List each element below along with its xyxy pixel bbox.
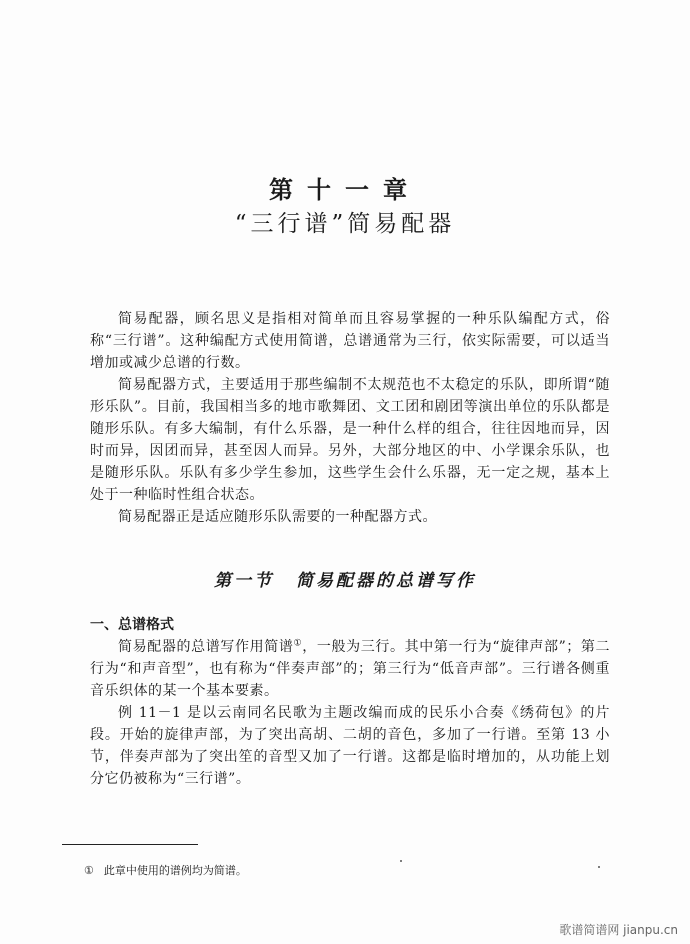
- intro-paragraph-3: 简易配器正是适应随形乐队需要的一种配器方式。: [118, 509, 437, 525]
- section-paragraph-1: [90, 636, 610, 702]
- footnote-divider: [62, 844, 198, 845]
- subheading: 一、总谱格式: [90, 617, 174, 633]
- intro-paragraph-2: 简易配器方式，主要适用于那些编制不太规范也不太稳定的乐队，即所谓“随形乐队”。目前，我国相当多的地市歌舞团、文工团和剧团等演出单位的乐队都是随形乐队。有多大编制，有什么乐器，是一种什么样的组合，往往因地而异，因时而异，因团而异，甚至因人而异。另外，大部分地区的中、小学课余乐队，也是随形乐队。乐队有多少学生参加，这些学生会什么乐器，无一定之规，基本上处于一种临时性组合状态。: [90, 377, 610, 503]
- chapter-title: “三行谱”简易配器: [234, 211, 456, 237]
- section-label: 第一节: [214, 571, 274, 591]
- section-paragraph-1-start: 简易配器的总谱写作用简谱: [118, 639, 294, 655]
- footnote-mark: ①: [84, 864, 94, 877]
- section-paragraph-1-end: ，一般为三行。其中第一行为“旋律声部”；第二行为“和声音型”，也有称为“伴奏声部”的；第三行为“低音声部”。三行谱各侧重音乐织体的某一个基本要素。: [90, 639, 610, 699]
- footnote-reference[interactable]: ①: [293, 638, 303, 649]
- chapter-number: 第十一章: [269, 175, 421, 204]
- footnote-text: 此章中使用的谱例均为简谱。: [103, 864, 247, 877]
- section-heading: [0, 566, 690, 591]
- section-title: 简易配器的总谱写作: [296, 571, 476, 591]
- watermark: 歌谱简谱网 jianpu.cn: [559, 923, 678, 937]
- section-text: [90, 636, 610, 790]
- footnote: [84, 862, 247, 878]
- intro-paragraph-1: 简易配器，顾名思义是指相对简单而且容易掌握的一种乐队编配方式，俗称“三行谱”。这种编配方式使用简谱，总谱通常为三行，依实际需要，可以适当增加或减少总谱的行数。: [90, 311, 610, 371]
- section-paragraph-2: 例 11－1 是以云南同名民歌为主题改编而成的民乐小合奏《绣荷包》的片段。开始的旋律声部，为了突出高胡、二胡的音色，多加了一行谱。至第 13 小节，伴奏声部为了突出笙的音型又加了一行谱。这都是临时增加的，从功能上划分它仍被称为“三行谱”。: [90, 705, 610, 787]
- scan-speck: [400, 860, 402, 862]
- scan-speck: [598, 866, 600, 868]
- intro-text: [90, 308, 610, 528]
